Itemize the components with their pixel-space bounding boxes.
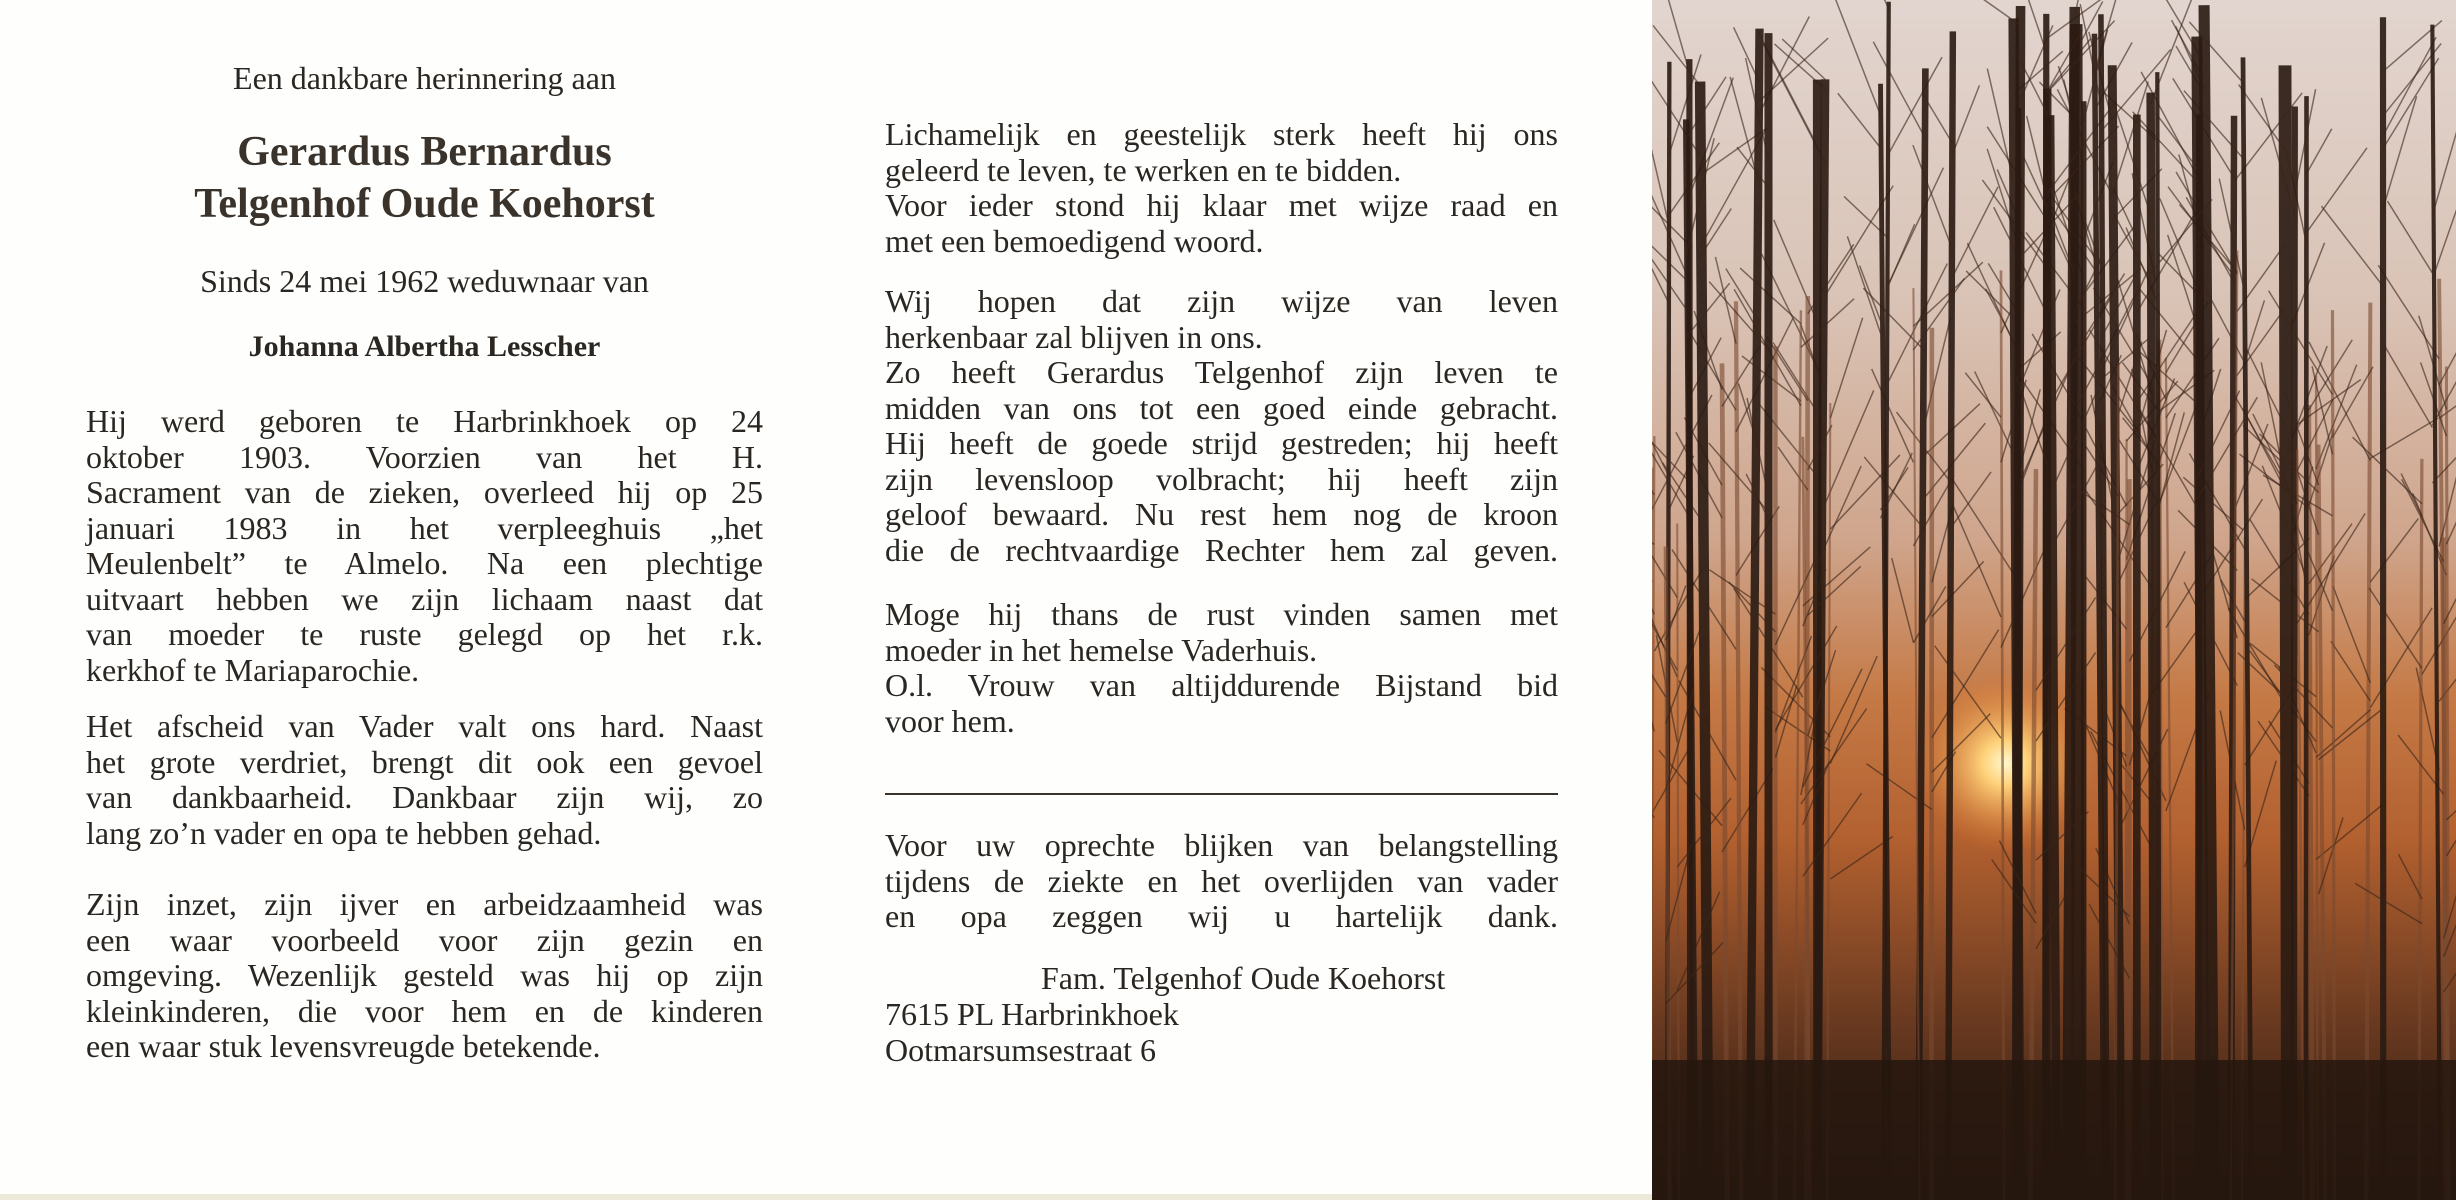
tree-branch xyxy=(1669,143,1719,215)
tree-branch xyxy=(2382,341,2433,428)
text-line: en opa zeggen wij u hartelijk dank. xyxy=(885,898,1558,934)
text-line: voor hem. xyxy=(885,702,1015,739)
tree-branch xyxy=(2316,805,2382,860)
tree-branch xyxy=(1952,478,2019,582)
tree-branch xyxy=(1953,85,1980,153)
text-line: lang zo’n vader en opa te hebben gehad. xyxy=(86,814,602,851)
text-line: Hij werd geboren te Harbrinkhoek op 24 xyxy=(86,403,763,439)
tree-branch xyxy=(1652,75,1700,156)
tree-branch xyxy=(1653,25,1700,85)
tree-branch xyxy=(2269,291,2333,395)
tree-branch xyxy=(1889,57,1942,153)
tree-branch xyxy=(1775,686,1796,758)
tree-branch xyxy=(2307,129,2332,174)
tree-branch xyxy=(1852,0,1888,9)
deceased-name-line2: Telgenhof Oude Koehorst xyxy=(194,181,655,227)
tree-branch xyxy=(2247,349,2285,426)
text-line: kleinkinderen, die voor hem en de kinderen xyxy=(86,992,763,1029)
tree-trunk xyxy=(2294,107,2295,1200)
tree-branch xyxy=(1801,708,1867,804)
tree-branch xyxy=(1825,390,1874,503)
tree-trunk xyxy=(2306,96,2307,1200)
text-line: Zijn inzet, zijn ijver en arbeidzaamheid was xyxy=(86,886,763,922)
signature-street: Ootmarsumsestraat 6 xyxy=(885,1032,1157,1068)
tree-branch xyxy=(1892,558,1914,642)
tree-branch xyxy=(2316,710,2371,758)
text-line: van moeder te ruste gelegd op het r.k. xyxy=(86,616,763,652)
tree-branch xyxy=(1872,369,1914,463)
tree-branch xyxy=(2422,570,2456,675)
paragraph xyxy=(885,284,1558,568)
tree-branch xyxy=(2101,269,2149,372)
tree-branch xyxy=(2383,58,2439,148)
paragraph xyxy=(885,828,1558,935)
tree-branch xyxy=(2370,518,2418,582)
tree-branch xyxy=(1860,266,1881,321)
tree-branch xyxy=(2319,708,2384,760)
text-line: moeder in het hemelse Vaderhuis. xyxy=(885,631,1318,668)
tree-trunk xyxy=(1919,68,1926,1200)
text-line: omgeving. Wezenlijk gesteld was hij op zijn xyxy=(86,957,763,993)
text-line: oktober 1903. Voorzien van het H. xyxy=(86,438,763,475)
paragraph xyxy=(86,887,763,1065)
deceased-name-line1: Gerardus Bernardus xyxy=(237,129,612,175)
tree-branch xyxy=(2245,538,2310,599)
tree-branch xyxy=(1687,327,1736,410)
tree-branch xyxy=(1677,892,1719,990)
divider-line xyxy=(885,793,1558,795)
text-line: uitvaart hebben we zijn lichaam naast dat xyxy=(86,580,763,617)
tree-branch xyxy=(2432,99,2456,215)
tree-branch xyxy=(2321,206,2383,286)
ground xyxy=(1652,1060,2456,1200)
tree-branch xyxy=(1913,145,1953,251)
tree-branch xyxy=(1925,318,1950,420)
tree-branch xyxy=(1830,656,1877,763)
text-line: Het afscheid van Vader valt ons hard. Naast xyxy=(86,708,763,744)
tree-branch xyxy=(2151,0,2193,104)
tree-branch xyxy=(2133,112,2197,182)
card-edge xyxy=(0,1194,1652,1200)
signature-family: Fam. Telgenhof Oude Koehorst xyxy=(1041,960,1446,996)
tree-branch xyxy=(2378,265,2439,359)
tree-branch xyxy=(1686,283,1729,337)
tree-branch xyxy=(2355,883,2422,923)
text-line: Voor uw oprechte blijken van belangstelling xyxy=(885,827,1558,863)
tree-trunk xyxy=(2046,89,2047,1200)
text-line: midden van ons tot een goed einde gebracht. xyxy=(885,389,1558,426)
text-line: Wij hopen dat zijn wijze van leven xyxy=(885,283,1558,319)
text-line: geloof bewaard. Nu rest hem nog de kroon xyxy=(885,496,1558,532)
tree-trunk xyxy=(2151,93,2155,1200)
tree-branch xyxy=(1774,220,1817,322)
text-line: herkenbaar zal blijven in ons. xyxy=(885,318,1263,355)
tree-branch xyxy=(2388,201,2433,273)
spouse-name: Johanna Albertha Lesscher xyxy=(248,330,601,363)
paragraph xyxy=(885,597,1558,739)
tree-branch xyxy=(2399,854,2422,899)
tree-branch xyxy=(1864,457,1925,531)
tree-trunk xyxy=(2016,6,2020,1200)
text-line: een waar voorbeeld voor zijn gezin en xyxy=(86,921,763,958)
tree-branch xyxy=(1838,93,1881,148)
tree-branch xyxy=(2353,437,2422,504)
paragraph xyxy=(885,117,1558,259)
tree-branch xyxy=(1965,373,2001,418)
tree-branch xyxy=(2001,545,2046,648)
text-line: een waar stuk levensvreugde betekende. xyxy=(86,1028,601,1064)
paragraph xyxy=(86,709,763,851)
tree-branch xyxy=(2234,309,2285,380)
widower-since-text: Sinds 24 mei 1962 weduwnaar van xyxy=(200,263,649,299)
tree-branch xyxy=(1830,318,1862,418)
text-line: zijn levensloop volbracht; hij heeft zijn xyxy=(885,460,1558,497)
tree-branch xyxy=(2307,148,2367,233)
tree-trunk xyxy=(1948,31,1953,1200)
tree-branch xyxy=(2370,608,2432,708)
text-line: met een bemoedigend woord. xyxy=(885,222,1264,259)
text-line: van dankbaarheid. Dankbaar zijn wij, zo xyxy=(86,779,763,815)
intro-text: Een dankbare herinnering aan xyxy=(233,60,616,96)
tree-branch xyxy=(2112,82,2148,195)
tree-branch xyxy=(1889,168,1944,284)
text-line: Zo heeft Gerardus Telgenhof zijn leven te xyxy=(885,354,1558,390)
tree-branch xyxy=(1932,561,1984,616)
text-line: Voor ieder stond hij klaar met wijze raad en xyxy=(885,187,1558,223)
tree-branch xyxy=(2369,588,2422,669)
text-line: het grote verdriet, brengt dit ook een gevoel xyxy=(86,743,763,780)
text-line: geleerd te leven, te werken en te bidden. xyxy=(885,151,1402,188)
text-line: Lichamelijk en geestelijk sterk heeft hij ons xyxy=(885,116,1558,152)
trees-at-sunset-icon xyxy=(1652,0,2456,1200)
tree-branch xyxy=(1803,547,1870,606)
paragraph xyxy=(86,404,763,688)
tree-branch xyxy=(2383,96,2417,209)
text-line: Meulenbelt” te Almelo. Na een plechtige xyxy=(86,545,763,581)
text-line: tijdens de ziekte en het overlijden van vader xyxy=(885,862,1558,899)
tree-branch xyxy=(1863,288,1925,351)
tree-branch xyxy=(1847,236,1880,333)
text-line: januari 1983 in het verpleeghuis „het xyxy=(86,509,763,546)
text-line: die de rechtvaardige Rechter hem zal geven. xyxy=(885,531,1558,568)
text-line: O.l. Vrouw van altijddurende Bijstand bid xyxy=(885,667,1558,703)
tree-branch xyxy=(1953,187,1998,276)
tree-branch xyxy=(2138,286,2200,362)
text-line: Moge hij thans de rust vinden samen met xyxy=(885,596,1558,632)
tree-branch xyxy=(2331,641,2370,701)
tree-branch xyxy=(1666,619,1704,723)
tree-branch xyxy=(2133,398,2196,507)
tree-branch xyxy=(2333,586,2370,682)
tree-branch xyxy=(2046,39,2090,93)
sunset-trees-photo xyxy=(1652,0,2456,1200)
tree-branch xyxy=(1652,128,1669,227)
text-line: kerkhof te Mariaparochie. xyxy=(86,651,420,688)
text-line: Sacrament van de zieken, overleed hij op 25 xyxy=(86,474,763,510)
tree-branch xyxy=(2316,365,2357,469)
signature-postcode-city: 7615 PL Harbrinkhoek xyxy=(885,996,1179,1032)
tree-trunk xyxy=(2285,65,2288,1200)
text-line: Hij heeft de goede strijd gestreden; hij heeft xyxy=(885,425,1558,461)
tree-branch xyxy=(1652,742,1693,813)
